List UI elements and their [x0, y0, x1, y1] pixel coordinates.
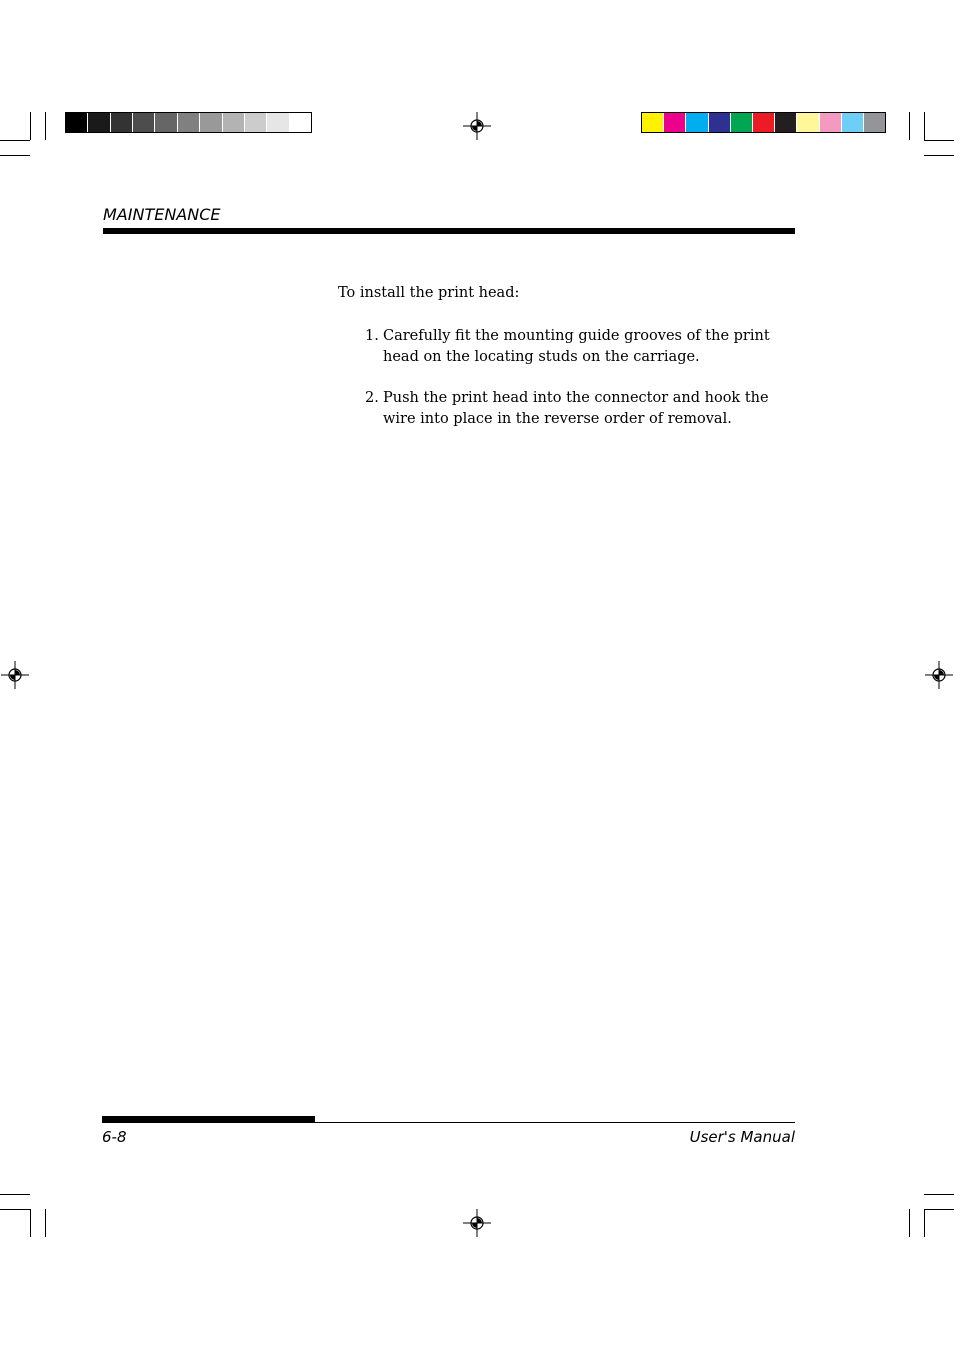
color-swatch [155, 113, 177, 132]
color-swatch [267, 113, 289, 132]
step-text: Push the print head into the connector and hook the wire into place in the reverse order of removal. [383, 390, 769, 427]
color-swatch [66, 113, 88, 132]
color-swatch [642, 113, 664, 132]
color-swatch [753, 113, 775, 132]
color-swatch [842, 113, 864, 132]
crop-mark [924, 1209, 954, 1210]
color-swatch [775, 113, 797, 132]
list-item [365, 326, 795, 368]
registration-mark-icon [925, 661, 953, 689]
registration-mark-icon [463, 1209, 491, 1237]
page-number: 6-8 [102, 1128, 127, 1146]
crop-mark [0, 155, 30, 156]
step-number: 2. [365, 390, 379, 406]
footer-rule-thin [102, 1122, 795, 1123]
intro-paragraph: To install the print head: [338, 285, 520, 301]
color-swatch [664, 113, 686, 132]
section-header: MAINTENANCE [103, 205, 221, 224]
crop-mark [0, 1209, 30, 1210]
header-rule [103, 228, 795, 234]
crop-mark [0, 1194, 30, 1195]
crop-mark [909, 1209, 910, 1237]
crop-mark [30, 1209, 31, 1237]
crop-mark [0, 140, 30, 141]
color-swatch [178, 113, 200, 132]
crop-mark [924, 140, 954, 141]
crop-mark [924, 112, 925, 140]
color-swatch [88, 113, 110, 132]
crop-mark [45, 1209, 46, 1237]
color-swatch [223, 113, 245, 132]
grayscale-calibration-bar [65, 112, 312, 133]
color-swatch [111, 113, 133, 132]
crop-mark [30, 112, 31, 140]
crop-mark [924, 155, 954, 156]
color-swatch [820, 113, 842, 132]
step-number: 1. [365, 328, 379, 344]
crop-mark [909, 112, 910, 140]
crop-mark [924, 1194, 954, 1195]
registration-mark-icon [1, 661, 29, 689]
list-item [365, 388, 795, 430]
color-swatch [245, 113, 267, 132]
manual-title: User's Manual [689, 1128, 795, 1146]
step-text: Carefully fit the mounting guide grooves of the print head on the locating studs on the carriage. [383, 328, 770, 365]
color-swatch [290, 113, 311, 132]
color-swatch [200, 113, 222, 132]
registration-mark-icon [463, 112, 491, 140]
color-swatch [864, 113, 885, 132]
color-calibration-bar [641, 112, 886, 133]
color-swatch [133, 113, 155, 132]
color-swatch [709, 113, 731, 132]
crop-mark [924, 1209, 925, 1237]
color-swatch [797, 113, 819, 132]
color-swatch [731, 113, 753, 132]
color-swatch [686, 113, 708, 132]
crop-mark [45, 112, 46, 140]
